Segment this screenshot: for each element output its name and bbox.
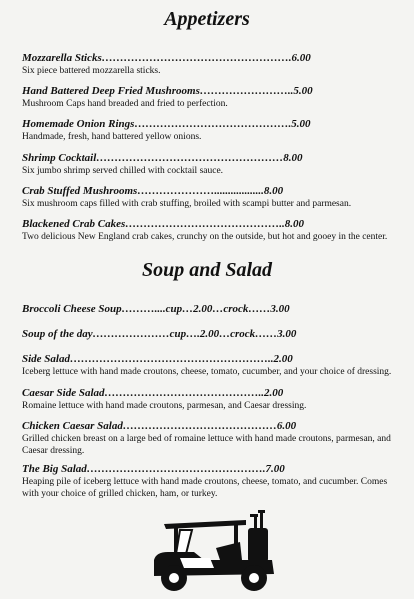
menu-item xyxy=(22,118,402,144)
soup-salad-title: Soup and Salad xyxy=(141,259,273,281)
menu-item xyxy=(22,303,402,316)
menu-item xyxy=(22,185,402,211)
item-desc: Handmade, fresh, hand battered yellow onions. xyxy=(22,132,202,142)
item-desc: Six piece battered mozzarella sticks. xyxy=(22,66,161,76)
item-line: Side Salad………………………………………………..2.00 xyxy=(22,353,293,365)
menu-item xyxy=(22,328,402,341)
item-line: Blackened Crab Cakes……………………………………..8.00 xyxy=(22,218,305,230)
item-line: Soup of the day…………………cup….2.00…crock……3.00 xyxy=(22,328,297,340)
menu-item xyxy=(22,52,402,78)
golf-cart-icon xyxy=(150,508,280,599)
appetizers-title: Appetizers xyxy=(164,8,250,30)
item-desc: Grilled chicken breast on a large bed of romaine lettuce with hand made croutons, parmesan, and Caesar dressing. xyxy=(22,434,391,456)
menu-item xyxy=(22,420,402,457)
menu-item xyxy=(22,387,402,413)
item-line: The Big Salad………………………………………….7.00 xyxy=(22,463,285,475)
item-line: Chicken Caesar Salad……………………………………6.00 xyxy=(22,420,297,432)
item-line: Crab Stuffed Mushrooms…………………..................8.00 xyxy=(22,185,284,197)
menu-item xyxy=(22,353,402,379)
item-desc: Iceberg lettuce with hand made croutons, cheese, tomato, cucumber, and your choice of dressing. xyxy=(22,367,392,377)
item-desc: Heaping pile of iceberg lettuce with hand made croutons, cheese, tomato, and cucumber. Comes with your choice of grilled chicken, ham, or turkey. xyxy=(22,477,388,499)
item-line: Homemade Onion Rings…………………………………….5.00 xyxy=(22,118,311,130)
item-desc: Six mushroom caps filled with crab stuffing, broiled with scampi butter and parmesan. xyxy=(22,199,352,209)
item-line: Mozzarella Sticks…………………………………………….6.00 xyxy=(22,52,311,64)
menu-item xyxy=(22,85,402,111)
menu-item xyxy=(22,218,402,244)
item-desc: Mushroom Caps hand breaded and fried to perfection. xyxy=(22,99,228,109)
item-line: Caesar Side Salad……………………………………..2.00 xyxy=(22,387,284,399)
item-desc: Romaine lettuce with hand made croutons, parmesan, and Caesar dressing. xyxy=(22,401,307,411)
item-line: Hand Battered Deep Fried Mushrooms……………………..5.00 xyxy=(22,85,313,97)
menu-item xyxy=(22,152,402,178)
item-desc: Six jumbo shrimp served chilled with cocktail sauce. xyxy=(22,166,224,176)
item-desc: Two delicious New England crab cakes, crunchy on the outside, but hot and gooey in the center. xyxy=(22,232,388,242)
item-line: Broccoli Cheese Soup………....cup…2.00…crock……3.00 xyxy=(22,303,290,315)
item-line: Shrimp Cocktail……………………………………………8.00 xyxy=(22,152,303,164)
menu-item xyxy=(22,463,402,500)
